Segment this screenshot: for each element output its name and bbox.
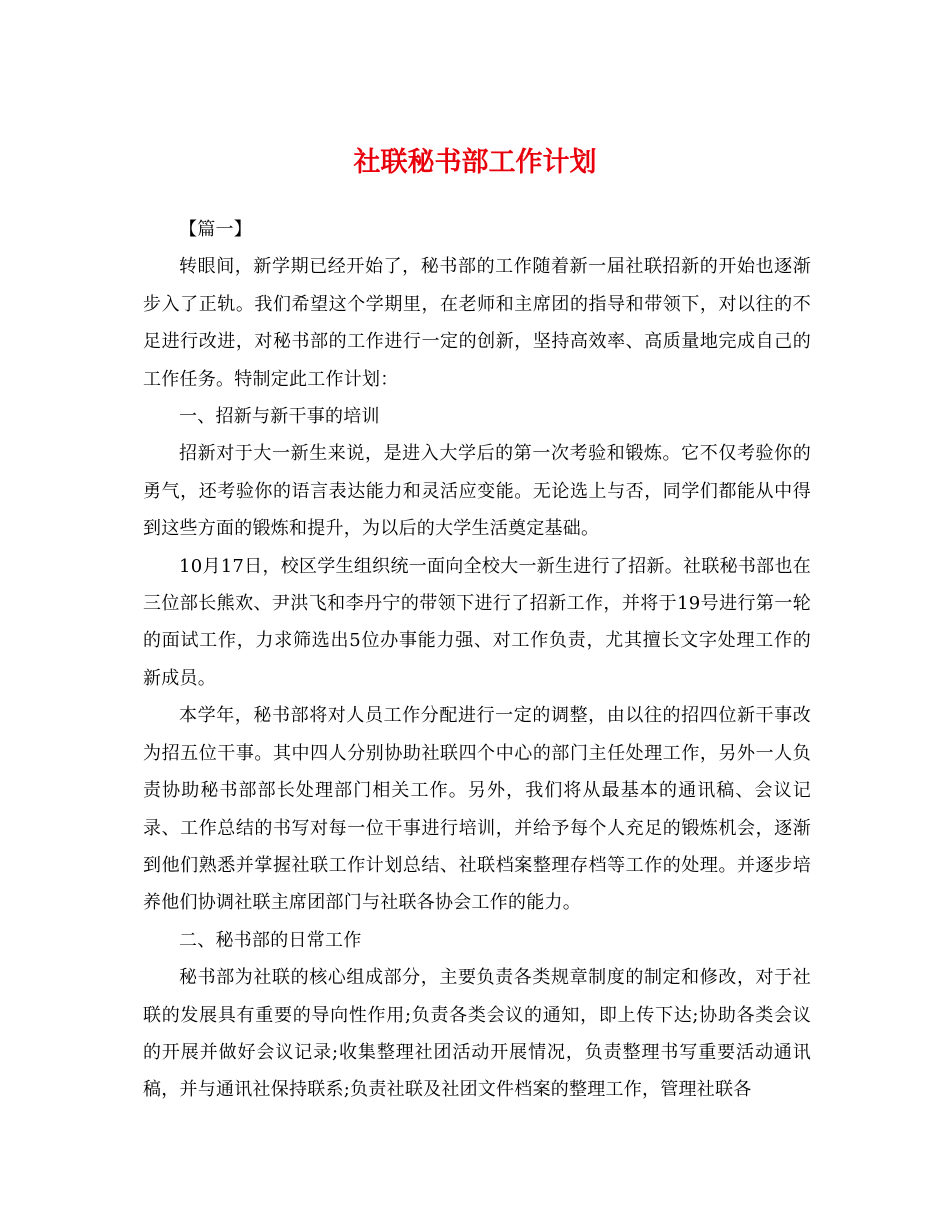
paragraph-staff-adjustment: 本学年，秘书部将对人员工作分配进行一定的调整，由以往的招四位新干事改为招五位干事。其中四人分别协助社联四个中心的部门主任处理工作，另外一人负责协助秘书部部长处理部门相关工作。另外，我们将从最基本的通讯稿、会议记录、工作总结的书写对每一位干事进行培训，并给予每个人充足的锻炼机会，逐渐到他们熟悉并掌握社联工作计划总结、社联档案整理存档等工作的处理。并逐步培养他们协调社联主席团部门与社联各协会工作的能力。 <box>143 705 811 914</box>
document-body <box>143 211 811 1109</box>
paragraph-recruitment-purpose: 招新对于大一新生来说，是进入大学后的第一次考验和锻炼。它不仅考验你的勇气，还考验你的语言表达能力和灵活应变能。无论选上与否，同学们都能从中得到这些方面的锻炼和提升，为以后的大学生活奠定基础。 <box>143 443 811 540</box>
paragraph-intro: 转眼间，新学期已经开始了，秘书部的工作随着新一届社联招新的开始也逐渐步入了正轨。我们希望这个学期里，在老师和主席团的指导和带领下，对以往的不足进行改进，对秘书部的工作进行一定的创新，坚持高效率、高质量地完成自己的工作任务。特制定此工作计划： <box>143 256 811 390</box>
heading-recruitment-training: 一、招新与新干事的培训 <box>179 406 380 428</box>
paragraph-recruitment-date: 10月17日，校区学生组织统一面向全校大一新生进行了招新。社联秘书部也在三位部长熊欢、尹洪飞和李丹宁的带领下进行了招新工作，并将于19号进行第一轮的面试工作，力求筛选出5位办事能力强、对工作负责，尤其擅长文字处理工作的新成员。 <box>143 555 811 689</box>
section-marker: 【篇一】 <box>179 219 252 240</box>
heading-daily-work: 二、秘书部的日常工作 <box>179 929 362 951</box>
document-title: 社联秘书部工作计划 <box>353 147 597 178</box>
paragraph-daily-duties: 秘书部为社联的核心组成部分，主要负责各类规章制度的制定和修改，对于社联的发展具有重要的导向性作用;负责各类会议的通知，即上传下达;协助各类会议的开展并做好会议记录;收集整理社团活动开展情况，负责整理书写重要活动通讯稿，并与通讯社保持联系;负责社联及社团文件档案的整理工作，管理社联各 <box>143 967 811 1101</box>
